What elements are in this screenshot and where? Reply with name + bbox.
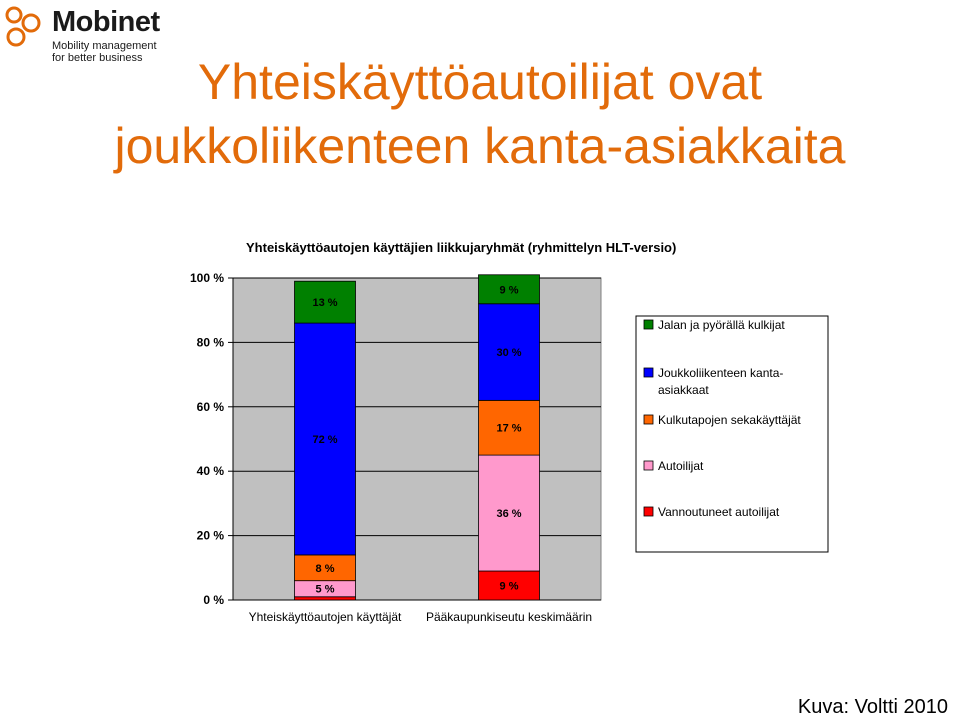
logo-rings-icon bbox=[4, 4, 48, 50]
y-tick-label: 20 % bbox=[196, 528, 224, 543]
stacked-bar-chart bbox=[153, 232, 850, 657]
slide-title-line-2: joukkoliikenteen kanta-asiakkaita bbox=[114, 118, 846, 174]
legend-label: Vannoutuneet autoilijat bbox=[658, 505, 780, 519]
plot-background bbox=[233, 278, 601, 600]
image-credit: Kuva: Voltti 2010 bbox=[797, 696, 948, 718]
chart-legend bbox=[636, 316, 828, 552]
legend-label: Autoilijat bbox=[658, 459, 704, 473]
legend-label: Jalan ja pyörällä kulkijat bbox=[658, 318, 785, 332]
plot-area bbox=[190, 271, 601, 624]
legend-swatch bbox=[644, 320, 653, 329]
data-label: 9 % bbox=[499, 580, 519, 593]
data-label: 5 % bbox=[315, 583, 335, 596]
x-tick-label: Yhteiskäyttöautojen käyttäjät bbox=[248, 610, 402, 624]
data-label: 9 % bbox=[499, 284, 519, 297]
legend-swatch bbox=[644, 507, 653, 516]
x-tick-label: Pääkaupunkiseutu keskimäärin bbox=[425, 610, 593, 624]
brand-tagline: Mobility management for better business bbox=[52, 40, 157, 64]
slide-title-line-1: Yhteiskäyttöautoilijat ovat bbox=[197, 54, 763, 110]
y-tick-label: 0 % bbox=[203, 593, 224, 607]
y-tick-label: 60 % bbox=[196, 399, 224, 414]
data-label: 8 % bbox=[315, 562, 335, 575]
data-label: 17 % bbox=[496, 422, 522, 435]
legend-swatch bbox=[644, 461, 653, 470]
data-label: 72 % bbox=[312, 434, 338, 446]
y-tick-label: 80 % bbox=[196, 335, 224, 350]
data-label: 30 % bbox=[496, 347, 522, 360]
legend-label: Kulkutapojen sekakäyttäjät bbox=[658, 413, 801, 427]
legend-swatch bbox=[644, 415, 653, 424]
bar-segment bbox=[295, 597, 356, 600]
y-tick-label: 40 % bbox=[196, 464, 224, 479]
brand-name: Mobinet bbox=[52, 6, 160, 38]
y-tick-label: 100 % bbox=[189, 271, 224, 285]
legend-label: Joukkoliikenteen kanta-asiakkaat bbox=[658, 366, 784, 397]
chart-title: Yhteiskäyttöautojen käyttäjien liikkujaryhmät (ryhmittelyn HLT-versio) bbox=[246, 240, 677, 255]
legend-swatch bbox=[644, 368, 653, 377]
chart-figure bbox=[153, 232, 850, 657]
data-label: 36 % bbox=[496, 508, 522, 521]
slide-title bbox=[0, 50, 960, 178]
data-label: 13 % bbox=[312, 297, 338, 310]
